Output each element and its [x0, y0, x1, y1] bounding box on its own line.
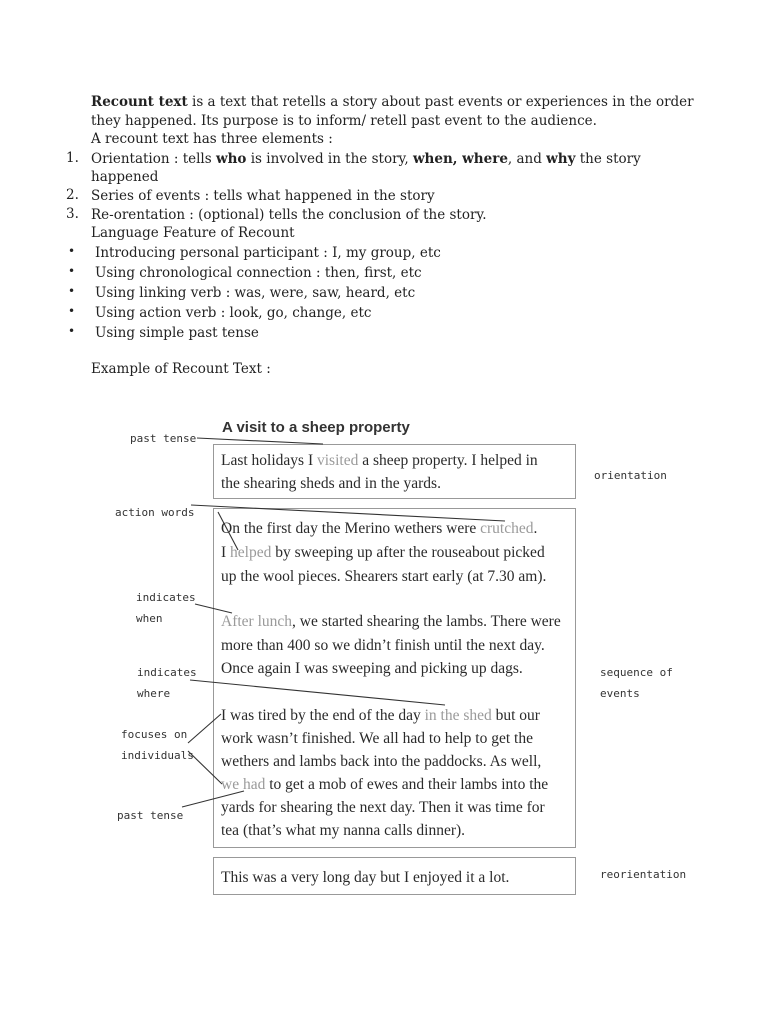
events-line: On the first day the Merino wethers were crutched. [221, 520, 538, 537]
label-past-tense-2: past tense [117, 809, 184, 822]
element-series: Series of events : tells what happened in the story [91, 188, 435, 204]
label-focuses: focuses on individuals [121, 728, 194, 762]
events-line: After lunch, we started shearing the lambs. There were [221, 613, 561, 630]
label-past-tense: past tense [130, 432, 197, 445]
label-sequence-of-events: sequence of events [600, 666, 673, 700]
element-orientation-cont: happened [91, 169, 159, 185]
language-heading: Language Feature of Recount [91, 225, 295, 241]
events-line: up the wool pieces. Shearers start early (at 7.30 am). [221, 568, 547, 585]
events-line: wethers and lambs back into the paddocks. As well, [221, 753, 542, 770]
element-number: 2. [66, 187, 79, 203]
events-line: Once again I was sweeping and picking up dags. [221, 660, 523, 677]
element-orientation: Orientation : tells who is involved in the story, when, where, and why the story [91, 151, 641, 167]
events-line: tea (that’s what my nanna calls dinner). [221, 822, 466, 839]
bullet: • [68, 244, 76, 258]
reorientation-line: This was a very long day but I enjoyed it a lot. [221, 869, 510, 886]
arrow-past-tense [197, 438, 323, 444]
orientation-line-1: Last holidays I visited a sheep property. I helped in [221, 452, 538, 469]
recount-term: Recount text [91, 94, 188, 110]
bullet: • [68, 264, 76, 278]
arrow-past-tense-2 [182, 791, 244, 807]
feature-item: Introducing personal participant : I, my group, etc [95, 245, 441, 261]
events-line: I was tired by the end of the day in the shed but our [221, 707, 540, 724]
label-orientation: orientation [594, 469, 667, 482]
bullet: • [68, 324, 76, 338]
element-number: 1. [66, 150, 79, 166]
orientation-line-2: the shearing sheds and in the yards. [221, 475, 441, 492]
element-number: 3. [66, 206, 79, 222]
arrow-focuses-1 [188, 714, 221, 743]
element-reorientation: Re-orentation : (optional) tells the conclusion of the story. [91, 207, 487, 223]
intro-line-1: Recount text is a text that retells a story about past events or experiences in the order [91, 94, 694, 110]
feature-item: Using chronological connection : then, first, etc [95, 265, 422, 281]
arrow-focuses-2 [188, 751, 222, 784]
bullet: • [68, 284, 76, 298]
events-line: more than 400 so we didn’t finish until the next day. [221, 637, 545, 654]
intro-line-2: they happened. Its purpose is to inform/ retell past event to the audience. [91, 113, 597, 129]
events-line: yards for shearing the next day. Then it was time for [221, 799, 545, 816]
elements-intro: A recount text has three elements : [91, 131, 333, 147]
example-heading: Example of Recount Text : [91, 361, 271, 377]
events-line: work wasn’t finished. We all had to help to get the [221, 730, 533, 747]
events-line: I helped by sweeping up after the rouseabout picked [221, 544, 545, 561]
events-line: we had to get a mob of ewes and their lambs into the [221, 776, 549, 793]
feature-item: Using action verb : look, go, change, etc [95, 305, 372, 321]
feature-item: Using linking verb : was, were, saw, heard, etc [95, 285, 416, 301]
feature-item: Using simple past tense [95, 325, 259, 341]
arrow-indicates-where [190, 680, 445, 705]
label-indicates-when: indicates when [136, 591, 196, 625]
figure-title: A visit to a sheep property [222, 419, 410, 436]
arrow-action-words-2 [218, 512, 238, 550]
label-indicates-where: indicates where [137, 666, 197, 700]
bullet: • [68, 304, 76, 318]
arrow-indicates-when [195, 604, 232, 613]
arrow-action-words-1 [191, 505, 505, 521]
label-action-words: action words [115, 506, 195, 519]
label-reorientation: reorientation [600, 868, 687, 881]
